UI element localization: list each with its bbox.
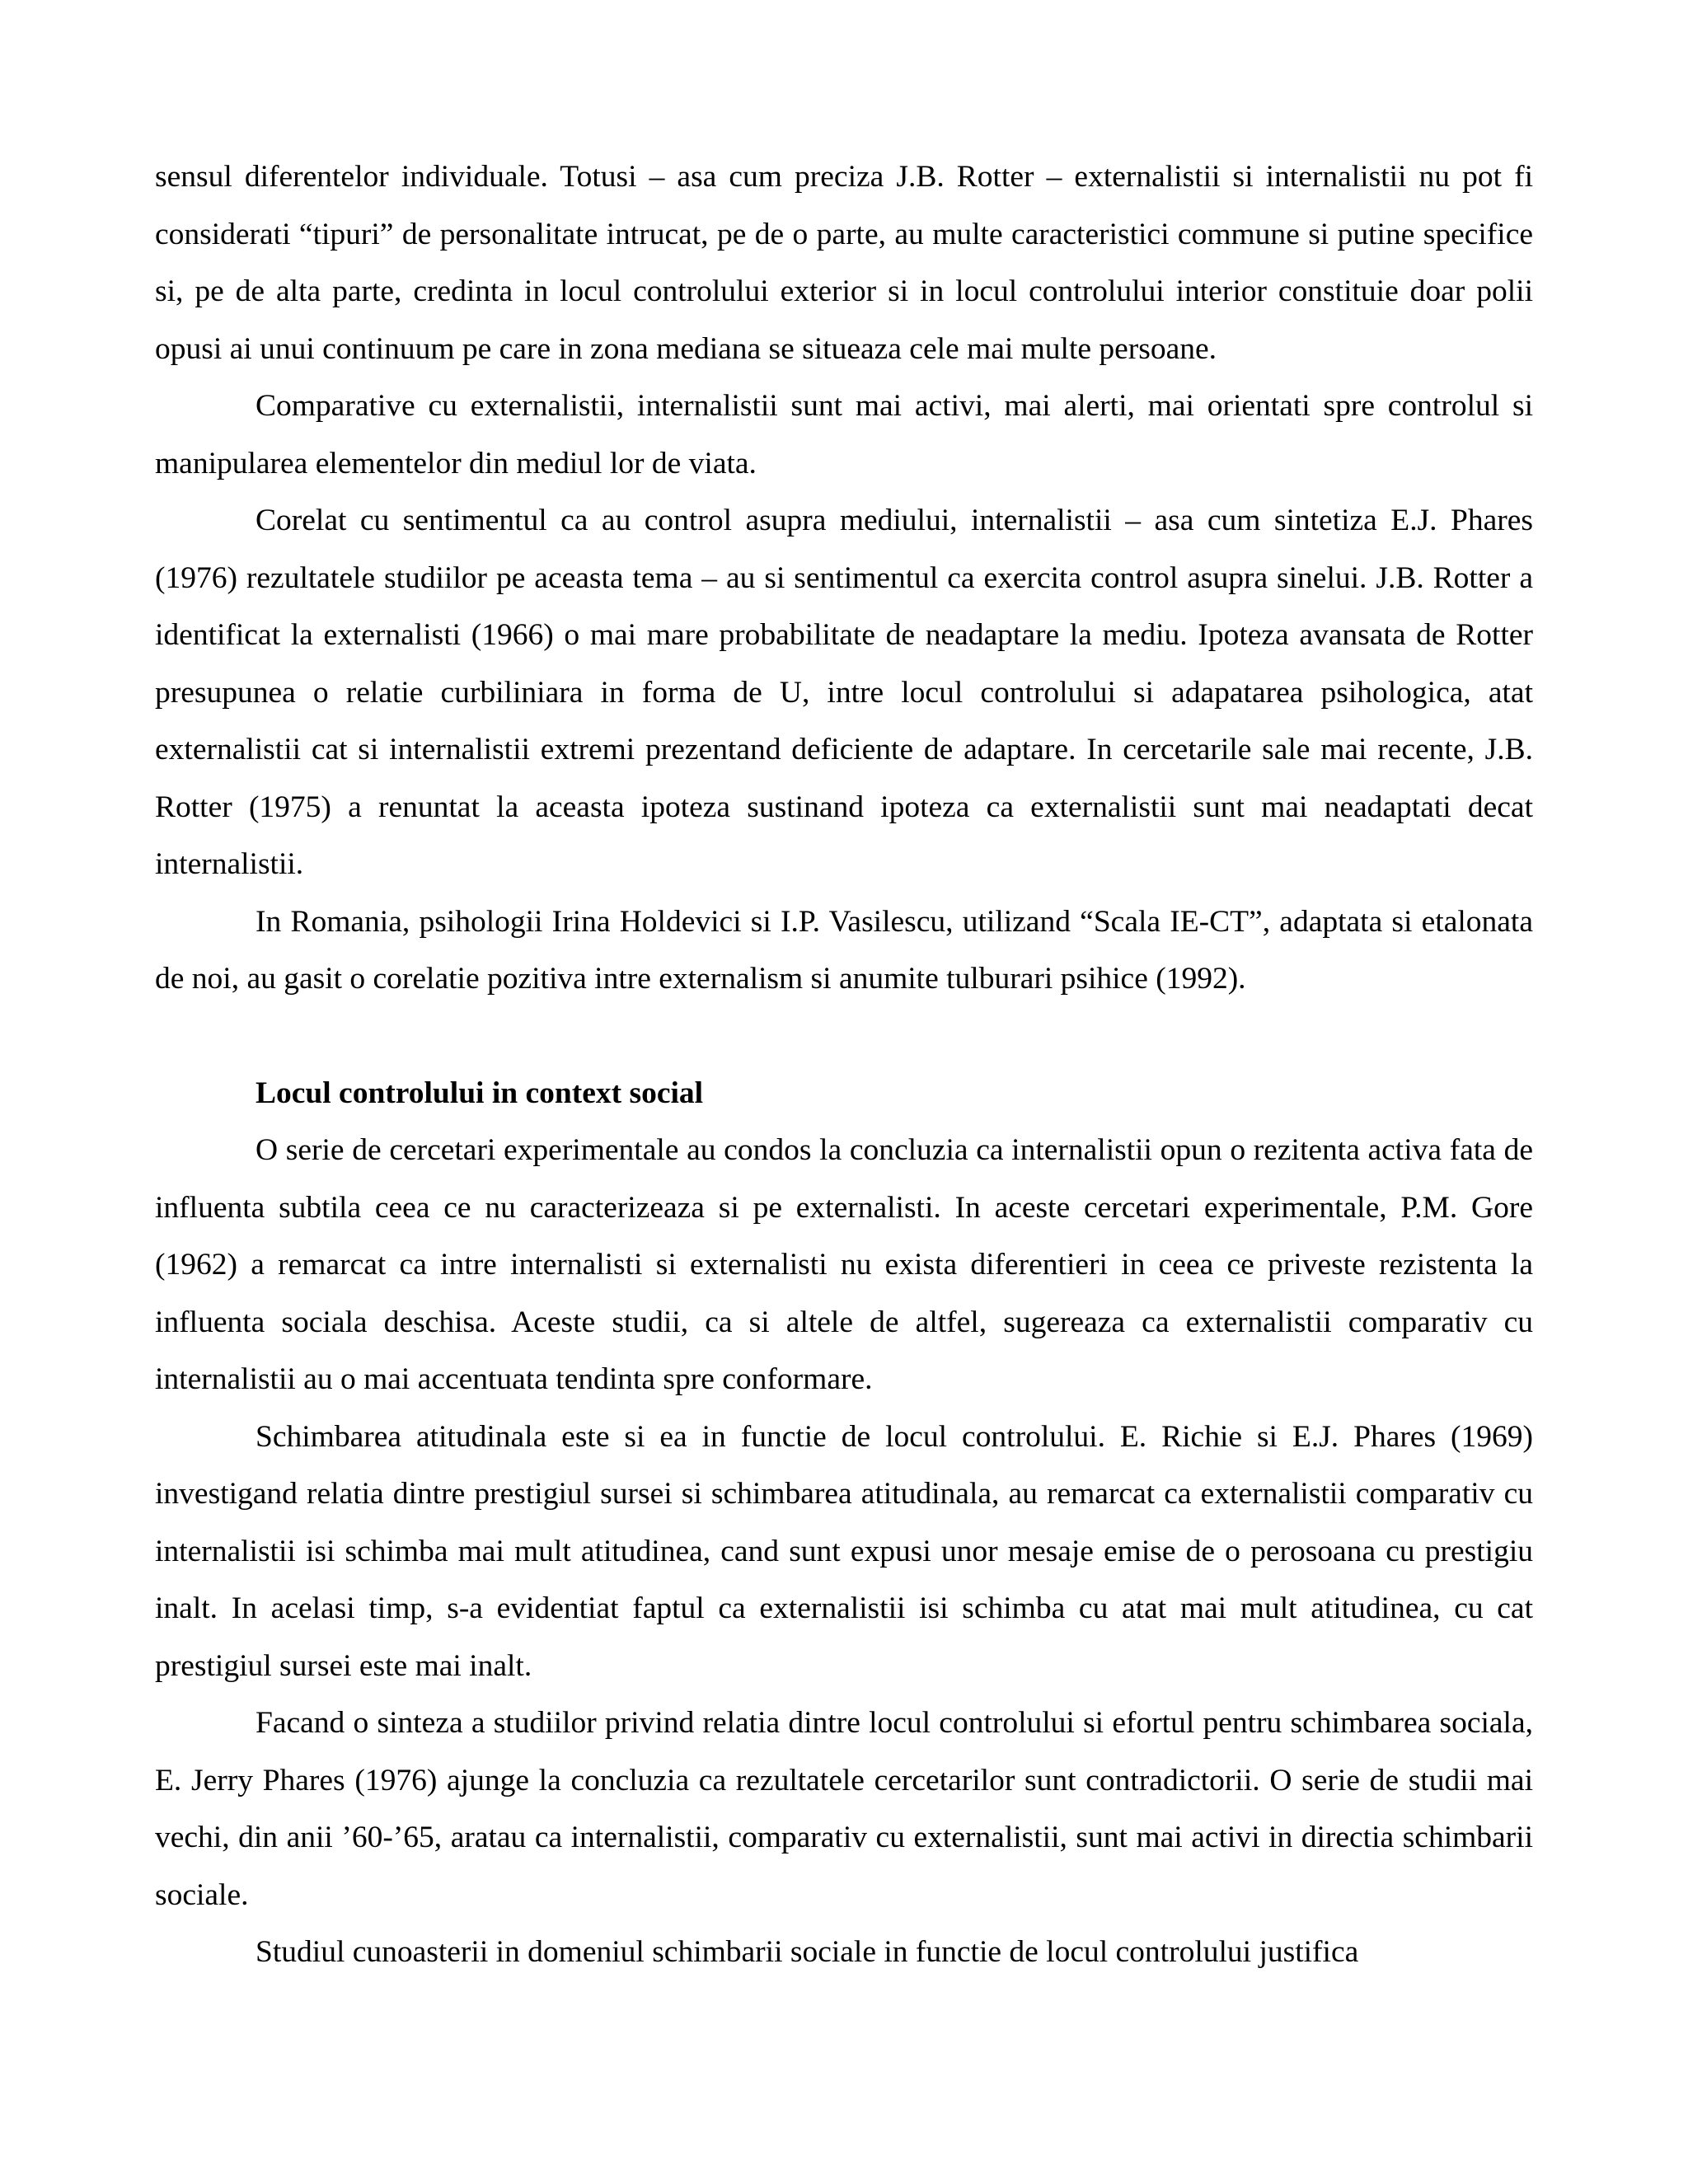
paragraph-romania-study: In Romania, psihologii Irina Holdevici si I.P. Vasilescu, utilizand “Scala IE-CT”, adaptata si etalonata de noi, au gasit o corelatie pozitiva intre externalism si anumite tulburari psihice (1992).: [155, 904, 1533, 996]
paragraph-self-control: Corelat cu sentimentul ca au control asupra mediului, internalistii – asa cum sintetiza E.J. Phares (1976) rezultatele studiilor pe aceasta tema – au si sentimentul ca exercita control asupra sinelui. J.B. Rotter a identificat la externalisti (1966) o mai mare probabilitate de neadaptare la mediu. Ipoteza avansata de Rotter presupunea o relatie curbiliniara in forma de U, intre locul controlului si adapatarea psihologica, atat externalistii cat si internalistii extremi prezentand deficiente de adaptare. In cercetarile sale mai recente, J.B. Rotter (1975) a renuntat la aceasta ipoteza sustinand ipoteza ca externalistii sunt mai neadaptati decat internalistii.: [155, 504, 1533, 881]
paragraph-internalists-active: Comparative cu externalistii, internalistii sunt mai activi, mai alerti, mai orientati spre controlul si manipularea elementelor din mediul lor de viata.: [155, 389, 1533, 480]
paragraph-social-influence: O serie de cercetari experimentale au condos la concluzia ca internalistii opun o rezitenta activa fata de influenta subtila ceea ce nu caracterizeaza si pe externalisti. In aceste cercetari experimentale, P.M. Gore (1962) a remarcat ca intre internalisti si externalisti nu exista diferentieri in ceea ce priveste rezistenta la influenta sociala deschisa. Aceste studii, ca si altele de altfel, sugereaza ca externalistii comparativ cu internalistii au o mai accentuata tendinta spre conformare.: [155, 1133, 1533, 1396]
paragraph-attitude-change: Schimbarea atitudinala este si ea in functie de locul controlului. E. Richie si E.J. Phares (1969) investigand relatia dintre prestigiul sursei si schimbarea atitudinala, au remarcat ca externalistii comparativ cu internalistii isi schimba mai mult atitudinea, cand sunt expusi unor mesaje emise de o perosoana cu prestigiu inalt. In acelasi timp, s-a evidentiat faptul ca externalistii isi schimba cu atat mai mult atitudinea, cu cat prestigiul sursei este mai inalt.: [155, 1419, 1533, 1683]
document-page: [155, 148, 1533, 1981]
paragraph-cognition-study: Studiul cunoasterii in domeniul schimbarii sociale in functie de locul controlului justifica: [256, 1935, 1359, 1969]
paragraph-social-change-synthesis: Facand o sinteza a studiilor privind relatia dintre locul controlului si efortul pentru schimbarea sociala, E. Jerry Phares (1976) ajunge la concluzia ca rezultatele cercetarilor sunt contradictorii. O serie de studii mai vechi, din anii ’60-’65, aratau ca internalistii, comparativ cu externalistii, sunt mai activi in directia schimbarii sociale.: [155, 1706, 1533, 1912]
paragraph-continuation: sensul diferentelor individuale. Totusi – asa cum preciza J.B. Rotter – externalistii si internalistii nu pot fi considerati “tipuri” de personalitate intrucat, pe de o parte, au multe caracteristici commune si putine specifice si, pe de alta parte, credinta in locul controlului exterior si in locul controlului interior constituie doar polii opusi ai unui continuum pe care in zona mediana se situeaza cele mai multe persoane.: [155, 160, 1533, 366]
section-heading: Locul controlului in context social: [256, 1076, 704, 1110]
